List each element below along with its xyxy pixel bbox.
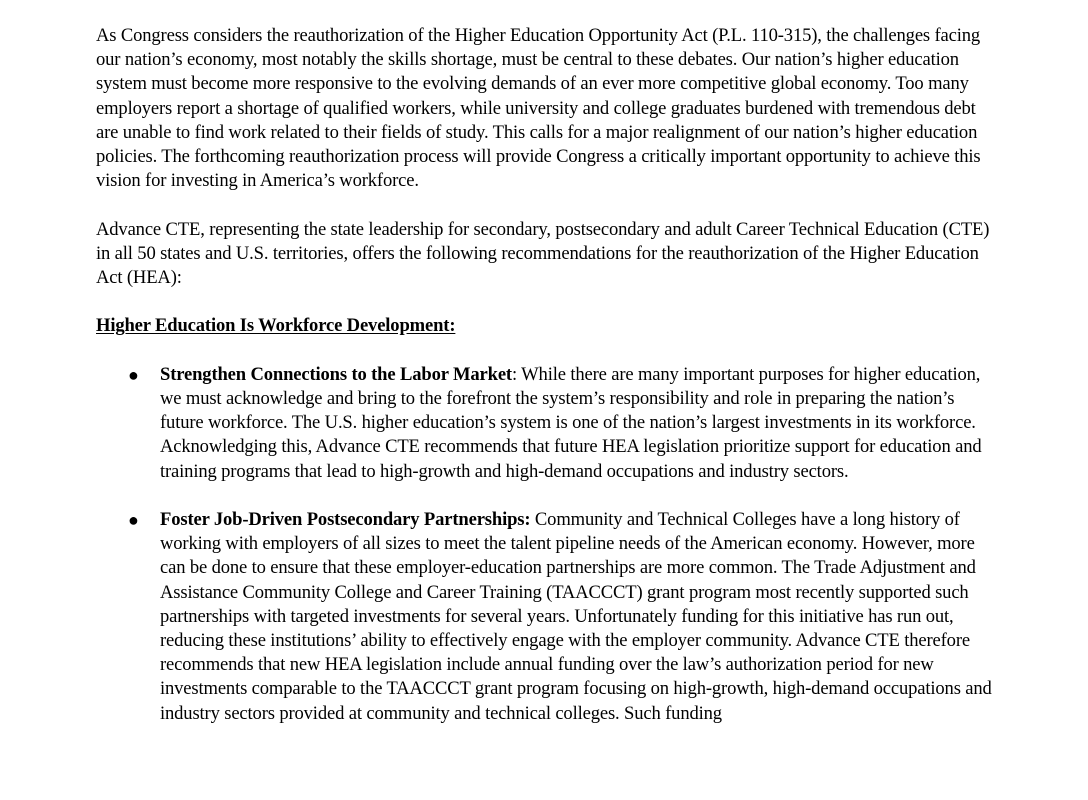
list-item	[96, 363, 996, 484]
list-item	[96, 508, 996, 726]
bullet-title: Foster Job-Driven Postsecondary Partnerships:	[160, 509, 531, 530]
bullet-icon: ●	[128, 510, 139, 530]
intro-paragraph-2: Advance CTE, representing the state leadership for secondary, postsecondary and adult Career Technical Education (CTE) in all 50 states and U.S. territories, offers the following recommendations for the reauthorization of the Higher Education Act (HEA):	[96, 218, 990, 289]
bullet-icon: ●	[128, 364, 139, 385]
document-body	[96, 24, 996, 726]
bullet-separator: :	[511, 363, 517, 385]
bullet-text: Community and Technical Colleges have a long history of working with employers of all sizes to meet the talent pipeline needs of the American economy. However, more can be done to ensure that these employer-education partnerships are more common. The Trade Adjustment and Assistance Community College and Career Training (TAACCCT) grant program most recently supported such partnerships with targeted investments for several years. Unfortunately funding for this initiative has run out, reducing these institutions’ ability to effectively engage with the employer community. Advance CTE therefore recommends that new HEA legislation include annual funding over the law’s authorization period for new investments comparable to the TAACCCT grant program focusing on high-growth, high-demand occupations and industry sectors provided at community and technical colleges. Such funding	[160, 509, 992, 724]
bullet-title: Strengthen Connections to the Labor Market	[160, 363, 512, 385]
intro-paragraph-1: As Congress considers the reauthorization of the Higher Education Opportunity Act (P.L. 110-315), the challenges facing our nation’s economy, most notably the skills shortage, must be central to these debates. Our nation’s higher education system must become more responsive to the evolving demands of an ever more competitive global economy. Too many employers report a shortage of qualified workers, while university and college graduates burdened with tremendous debt are unable to find work related to their fields of study. This calls for a major realignment of our nation’s higher education policies. The forthcoming reauthorization process will provide Congress a critically important opportunity to achieve this vision for investing in America’s workforce.	[96, 25, 981, 192]
recommendations-list	[96, 363, 996, 726]
bullet-text: While there are many important purposes for higher education, we must acknowledge and bring to the forefront the system’s responsibility and role in preparing the nation’s future workforce. The U.S. higher education’s system is one of the nation’s largest investments in its workforce. Acknowledging this, Advance CTE recommends that future HEA legislation prioritize support for education and training programs that lead to high-growth and high-demand occupations and industry sectors.	[160, 363, 982, 482]
section-heading: Higher Education Is Workforce Development:	[96, 315, 456, 337]
